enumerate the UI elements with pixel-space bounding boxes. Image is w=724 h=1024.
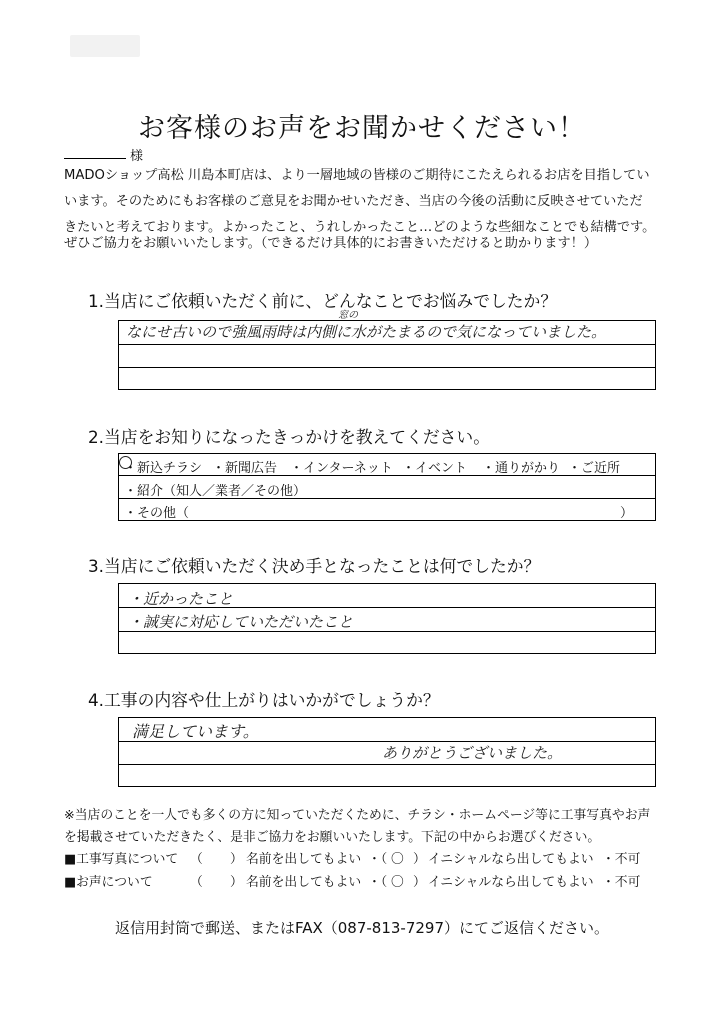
intro-line-1: MADOショップ高松 川島本町店は、より一層地域の皆様のご期待にこたえられるお店を目指してい	[64, 168, 650, 183]
intro-line-3: きたいと考えております。よかったこと、うれしかったこと…どのような些細なことでも結構です。	[64, 220, 656, 235]
consent-photos-label: ■工事写真について	[64, 852, 179, 867]
q2-option-other-close: ）	[620, 506, 634, 521]
consent-voice-opt-initials: イニシャルなら出してもよい	[428, 875, 594, 890]
consent-voice-label: ■お声について	[64, 875, 153, 890]
q3-title: 3.当店にご依頼いただく決め手となったことは何でしたか？	[88, 556, 541, 576]
consent-photos-opt-no[interactable]: ・不可	[602, 852, 641, 867]
q4-title: 4.工事の内容や仕上がりはいかがでしょうか？	[88, 690, 440, 710]
q4-answer-line-1: 満足しています。	[132, 722, 259, 741]
q2-option-internet[interactable]: ・インターネット	[290, 461, 393, 476]
q2-option-event[interactable]: ・イベント	[402, 461, 468, 476]
customer-name-line	[64, 158, 126, 159]
q3-answer-line-1: ・近かったこと	[128, 590, 234, 608]
consent-voice-opt-no[interactable]: ・不可	[602, 875, 641, 890]
q1-correction-note: 窓の	[338, 310, 358, 321]
consent-photos-open1[interactable]: （	[190, 852, 203, 867]
q2-title: 2.当店をお知りになったきっかけを教えてください。	[88, 427, 490, 447]
consent-note-line-2: を掲載させていただきたく、是非ご協力をお願いいたします。下記の中からお選びください。	[64, 830, 601, 845]
intro-line-2: います。そのためにもお客様のご意見をお聞かせいただき、当店の今後の活動に反映させていただ	[64, 194, 643, 209]
consent-voice-close2[interactable]: ）	[413, 875, 426, 890]
consent-photos-open2[interactable]: ・（	[368, 852, 388, 867]
consent-voice-mark: 〇	[391, 875, 404, 890]
q4-answer-line-2: ありがとうございました。	[382, 744, 563, 762]
q3-answer-line-2: ・誠実に対応していただいたこと	[128, 613, 354, 631]
q2-option-neighbor[interactable]: ・ご近所	[568, 461, 621, 476]
q2-option-flyer[interactable]: ・新込チラシ	[124, 461, 203, 476]
consent-voice-close1[interactable]: ）	[230, 875, 243, 890]
consent-photos-opt-initials: イニシャルなら出してもよい	[428, 852, 594, 867]
consent-photos-mark: 〇	[391, 852, 404, 867]
consent-photos-close1[interactable]: ）	[230, 852, 243, 867]
consent-photos-close2[interactable]: ）	[413, 852, 426, 867]
q2-option-newspaper[interactable]: ・新聞広告	[212, 461, 278, 476]
page-title: お客様のお声をお聞かせください！	[138, 113, 586, 144]
return-instructions: 返信用封筒で郵送、またはFAX（087-813-7297）にてご返信ください。	[114, 919, 610, 937]
q2-option-other[interactable]: ・その他（	[124, 506, 190, 521]
intro-line-4: ぜひご協力をお願いいたします。（できるだけ具体的にお書きいただけると助かります！）	[64, 236, 598, 251]
q1-answer-line-1: なにせ古いので強風雨時は内側に水がたまるので気になっていました。	[126, 323, 607, 341]
consent-photos-opt-name: 名前を出してもよい	[246, 852, 362, 867]
q1-title: 1.当店にご依頼いただく前に、どんなことでお悩みでしたか？	[88, 291, 558, 311]
consent-voice-open1[interactable]: （	[190, 875, 203, 890]
consent-voice-opt-name: 名前を出してもよい	[246, 875, 362, 890]
scan-smudge	[70, 35, 140, 57]
consent-note-line-1: ※当店のことを一人でも多くの方に知っていただくために、チラシ・ホームページ等に工事写真やお声	[64, 808, 651, 823]
customer-suffix: 様	[130, 149, 144, 164]
consent-voice-open2[interactable]: ・（	[368, 875, 388, 890]
q2-option-referral[interactable]: ・紹介（知人／業者／その他）	[124, 484, 307, 499]
q2-option-passing[interactable]: ・通りがかり	[482, 461, 561, 476]
